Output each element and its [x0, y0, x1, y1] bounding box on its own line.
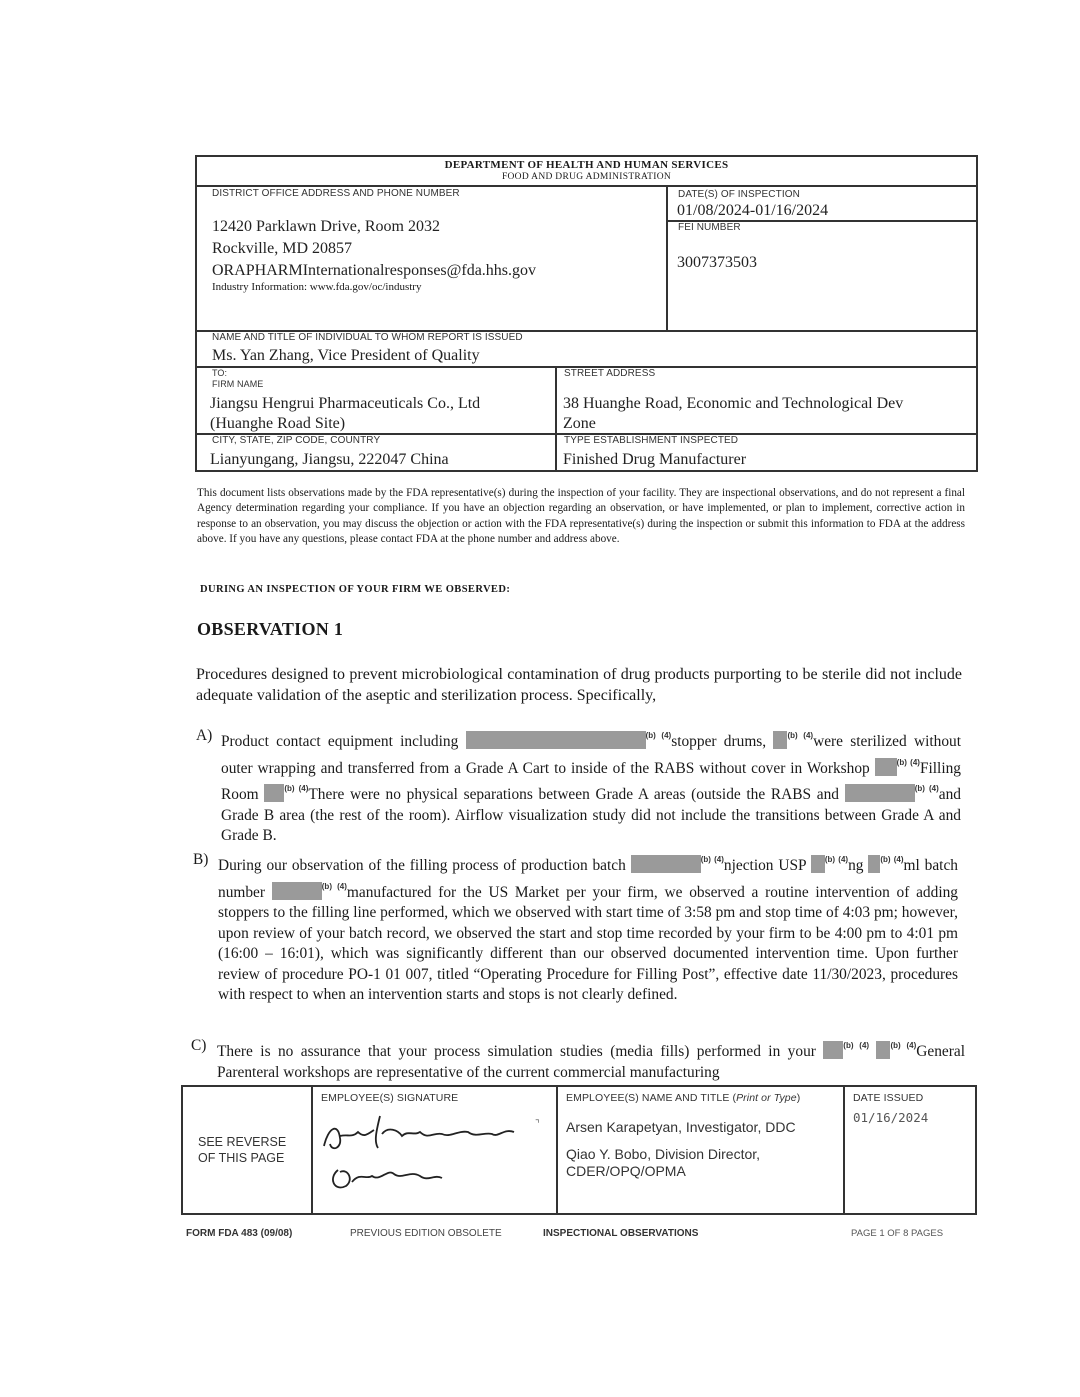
- street-line2: Zone: [563, 415, 596, 432]
- recipient-name: Ms. Yan Zhang, Vice President of Quality: [212, 347, 480, 364]
- employee-name-label-main: EMPLOYEE(S) NAME AND TITLE (: [566, 1092, 737, 1104]
- item-a-text: [221, 726, 961, 847]
- item-c-text: [217, 1036, 965, 1083]
- redaction-box: [272, 882, 322, 900]
- district-email: ORAPHARMInternationalresponses@fda.hhs.gov: [212, 262, 537, 279]
- redaction-tag: (b) (4): [824, 855, 849, 864]
- recipient-label: NAME AND TITLE OF INDIVIDUAL TO WHOM REPORT IS ISSUED: [212, 332, 523, 343]
- item-a-marker: A): [196, 727, 213, 744]
- fei-number: 3007373503: [677, 254, 757, 271]
- item-a-text-2: stopper drums,: [671, 733, 767, 750]
- redaction-box: [631, 855, 701, 873]
- item-c-text-1: There is no assurance that your process simulation studies (media fills) performed in your: [217, 1043, 816, 1060]
- during-heading: DURING AN INSPECTION OF YOUR FIRM WE OBSERVED:: [200, 584, 511, 595]
- date-issued: 01/16/2024: [853, 1110, 929, 1125]
- employee-2-line1: Qiao Y. Bobo, Division Director,: [566, 1146, 761, 1162]
- item-c-text-2: General Parenteral workshops are representative of the current commercial manufacturing: [217, 1043, 965, 1081]
- observation-intro: Procedures designed to prevent microbiological contamination of drug products purporting to be sterile did not include adequate validation of the aseptic and sterilization process. Specifically,: [196, 666, 962, 704]
- redaction-tag: (b) (4): [700, 855, 724, 864]
- type-value: Finished Drug Manufacturer: [563, 451, 747, 468]
- redaction-tag: (b) (4): [787, 731, 814, 740]
- redaction-tag: (b) (4): [914, 784, 939, 793]
- item-b-text-2: njection USP: [723, 857, 806, 874]
- district-address-line2: Rockville, MD 20857: [212, 240, 352, 257]
- redaction-box: [875, 758, 897, 776]
- city-label: CITY, STATE, ZIP CODE, COUNTRY: [212, 435, 381, 446]
- redaction-box: [845, 784, 915, 802]
- inspection-dates: 01/08/2024-01/16/2024: [677, 202, 829, 219]
- department-title: DEPARTMENT OF HEALTH AND HUMAN SERVICES: [444, 159, 729, 171]
- item-a-text-6: and Grade B area (the rest of the room). Airflow visualization study did not include the transitions between Grade A and Grade B.: [221, 786, 961, 844]
- employee-1: Arsen Karapetyan, Investigator, DDC: [566, 1119, 796, 1135]
- employee-name-label-italic: Print or Type: [736, 1092, 797, 1104]
- redaction-box: [773, 731, 787, 749]
- item-b-text-1: During our observation of the filling process of production batch: [218, 857, 626, 874]
- see-reverse-line2: OF THIS PAGE: [198, 1151, 285, 1165]
- redaction-tag: (b) (4): [321, 881, 347, 891]
- employee-2-line2: CDER/OPQ/OPMA: [566, 1163, 686, 1179]
- date-issued-label: DATE ISSUED: [853, 1092, 924, 1104]
- redaction-box: [811, 855, 825, 873]
- fei-label: FEI NUMBER: [678, 222, 741, 233]
- signature-2-stroke: [333, 1170, 442, 1187]
- item-b-text-3: ng: [848, 857, 864, 874]
- redaction-tag: (b) (4): [645, 731, 672, 740]
- firm-name-line1: Jiangsu Hengrui Pharmaceuticals Co., Ltd: [210, 395, 481, 412]
- district-address-line1: 12420 Parklawn Drive, Room 2032: [212, 218, 440, 235]
- item-b-text-4: ml batch number: [218, 857, 958, 901]
- see-reverse-line1: SEE REVERSE: [198, 1135, 287, 1149]
- street-line1: 38 Huanghe Road, Economic and Technological Dev: [563, 395, 904, 412]
- item-a-text-3: were sterilized without outer wrapping and transferred from a Grade A Cart to inside of the RABS without cover in Workshop: [221, 733, 961, 777]
- inspection-dates-label: DATE(S) OF INSPECTION: [678, 189, 800, 200]
- employee-name-label: [566, 1092, 800, 1104]
- signature-mark-icon: ⌝: [535, 1119, 540, 1130]
- form-number: FORM FDA 483 (09/08): [186, 1228, 293, 1239]
- disclaimer: This document lists observations made by the FDA representative(s) during the inspection of your facility. They are inspectional observations, and do not represent a final Agency determination regarding your compliance. If you have an objection regarding an observation, or have implemented, or plan to implement, corrective action in response to an observation, you may discuss the objection or action with the FDA representative(s) during the inspection or submit this information to FDA at the address above. If you have any questions, please contact FDA at the phone number and address above.: [197, 487, 965, 546]
- signature-1-stroke: [324, 1116, 514, 1148]
- item-c-marker: C): [191, 1037, 207, 1054]
- redaction-tag: (b) (4): [843, 1041, 870, 1050]
- item-a-text-1: Product contact equipment including: [221, 733, 459, 750]
- redaction-tag: (b) (4): [896, 757, 920, 767]
- item-a-text-4: Filling Room: [221, 759, 961, 803]
- item-b-text-5: manufactured for the US Market per your firm, we observed a routine intervention of adding stoppers to the filling line performed, which we observed with start time of 3:58 pm and stop time of 4:03 pm; however, upon review of your batch record, we observed the start and stop time recorded by your firm to be 4:00 pm to 4:01 pm (16:00 – 16:01), which was significantly different than our observed documented intervention time. Upon further review of procedure PO-1 01 007, titled “Operating Procedure for Filling Post”, effective date 11/30/2023, procedures with respect to when an intervention starts and stops is not clearly defined.: [218, 883, 958, 1003]
- redaction-box: [823, 1041, 843, 1059]
- redaction-tag: (b) (4): [284, 784, 309, 793]
- signature-label: EMPLOYEE(S) SIGNATURE: [321, 1092, 459, 1104]
- type-label: TYPE ESTABLISHMENT INSPECTED: [564, 435, 739, 446]
- city-value: Lianyungang, Jiangsu, 222047 China: [210, 451, 449, 468]
- district-label: DISTRICT OFFICE ADDRESS AND PHONE NUMBER: [212, 188, 460, 199]
- employee-signatures: [318, 1108, 548, 1198]
- firm-name-label: FIRM NAME: [212, 379, 264, 389]
- inspectional-observations: INSPECTIONAL OBSERVATIONS: [543, 1228, 699, 1239]
- previous-edition: PREVIOUS EDITION OBSOLETE: [350, 1228, 502, 1239]
- redaction-box: [466, 731, 646, 749]
- observation-title: OBSERVATION 1: [197, 619, 344, 639]
- firm-name-line2: (Huanghe Road Site): [210, 415, 346, 432]
- redaction-box: [876, 1041, 890, 1059]
- redaction-box: [868, 855, 880, 873]
- redaction-tag: (b) (4): [890, 1041, 917, 1050]
- redaction-box: [264, 784, 284, 802]
- item-a-text-5: There were no physical separations between Grade A areas (outside the RABS and: [308, 786, 840, 803]
- item-b-marker: B): [193, 851, 209, 868]
- employee-name-label-end: ): [796, 1092, 801, 1104]
- agency-title: FOOD AND DRUG ADMINISTRATION: [501, 172, 672, 182]
- industry-info: Industry Information: www.fda.gov/oc/industry: [212, 281, 422, 293]
- street-label: STREET ADDRESS: [564, 368, 656, 379]
- redaction-tag: (b) (4): [880, 855, 904, 864]
- item-b-text: [218, 850, 958, 1006]
- page-count: PAGE 1 OF 8 PAGES: [851, 1228, 944, 1239]
- to-label: TO:: [212, 368, 228, 378]
